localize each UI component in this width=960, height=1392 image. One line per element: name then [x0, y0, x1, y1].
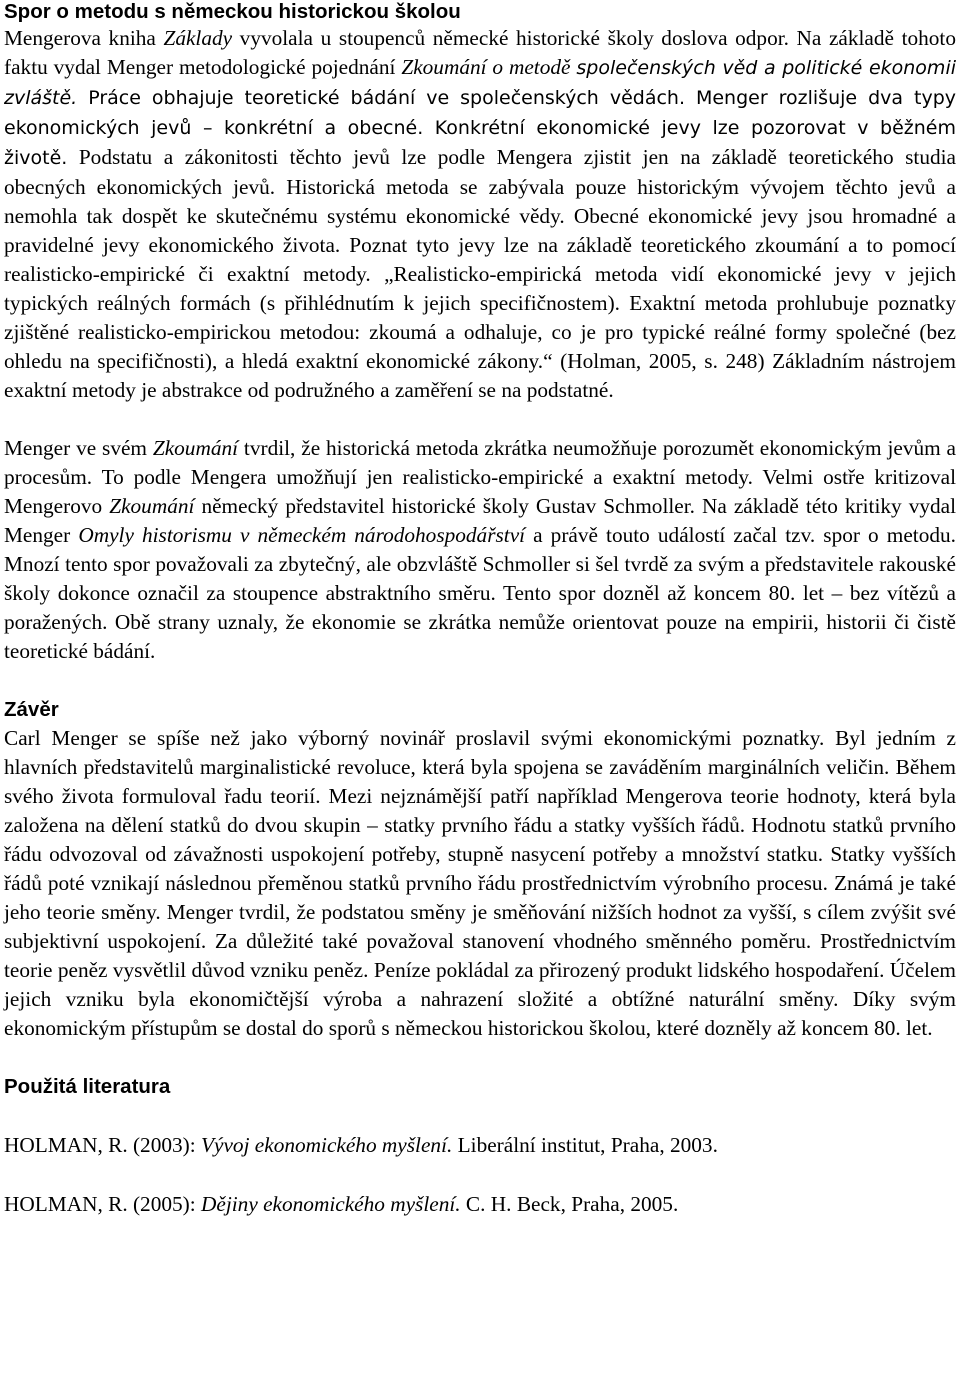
- book-title-zkoumani-cont: společenských věd a politické ekonomii zvláště.: [4, 57, 957, 109]
- reference-publisher: C. H. Beck, Praha, 2005.: [460, 1192, 679, 1216]
- section-heading-conclusion: Závěr: [4, 698, 59, 721]
- text-run: Podstatu a zákonitosti těchto jevů lze podle Mengera zjistit jen na základě teoretického studia obecných ekonomických jevů. Historická metoda se zabývala pouze historickým vývojem těchto jevů a nemohla tak dospět ke skutečnému systému ekonomické vědy. Obecné ekonomické jevy jsou hromadné a pravidelné jevy ekonomického života. Poznat tyto jevy lze na základě teoretického zkoumání a to pomocí realisticko-empirické či exaktní metody. „Realisticko-empirická metoda vidí ekonomické jevy v jejich typických reálných formách (s přihlédnutím k jejich specifičnostem). Exaktní metoda prohlubuje poznatky zjištěné realisticko-empirickou metodou: zkoumá a odhaluje, co je pro typické reálné formy společné (bez ohledu na specifičnosti), a hledá exaktní ekonomické zákony.“ (Holman, 2005, s. 248) Základním nástrojem exaktní metody je abstrakce od podružného a zaměření se na podstatné.: [4, 145, 956, 402]
- paragraph-conclusion: Carl Menger se spíše než jako výborný novinář proslavil svými ekonomickými poznatky. Byl jedním z hlavních představitelů marginalistické revoluce, která byla spojena se zaváděním marginálních veličin. Během svého života formuloval řadu teorií. Mezi nejznámější patří například Mengerova teorie hodnoty, která byla založena na dělení statků do dvou skupin – statky prvního řádu a statky vyšších řádů. Hodnotu statků prvního řádu odvozoval od závažnosti uspokojení potřeby, stupně nasycení potřeby a množství statku. Statky vyšších řádů poté vznikají následnou přeměnou statků prvního řádu prostřednictvím výrobního procesu. Známá je také jeho teorie směny. Menger tvrdil, že podstatou směny je směňování nižších hodnot za vyšší, s cílem zvýšit své subjektivní uspokojení. Za důležité také považoval stanovení vhodného směnného poměru. Prostřednictvím teorie peněz vysvětlil důvod vzniku peněz. Peníze pokládal za přirozený produkt lidského hospodaření. Účelem jejich vzniku byla ekonomičtější výroba a nahrazení složité a obtížné naturální směny. Díky svým ekonomickým přístupům se dostal do sporů s německou historickou školou, které dozněly až koncem 80. let.: [4, 726, 956, 1040]
- text-run: vyvolala u stoupenců německé historické školy doslova odpor. Na základě tohoto faktu vydal Menger metodologické pojednání: [4, 26, 956, 79]
- book-title-omyly: Omyly historismu v německém národohospodářství: [78, 523, 526, 547]
- section-heading-method-dispute: Spor o metodu s německou historickou školou: [4, 0, 461, 23]
- book-title-zkoumani: Zkoumání: [109, 494, 195, 518]
- paragraph-method-dispute-1: [4, 24, 956, 405]
- book-title-zaklady: Základy: [163, 26, 233, 50]
- reference-author: HOLMAN, R. (2003):: [4, 1133, 201, 1157]
- reference-title: Dějiny ekonomického myšlení.: [201, 1192, 461, 1216]
- text-run: Mengerova kniha: [4, 26, 164, 50]
- text-run: tvrdil, že historická metoda zkrátka neumožňuje porozumět ekonomickým jevům a procesům. To podle Mengera umožňují jen realisticko-empirické a exaktní metody. Velmi ostře kritizoval Mengerovo: [4, 436, 956, 518]
- reference-item: [4, 1190, 956, 1219]
- text-run-sans: Práce obhajuje teoretické bádání ve společenských vědách. Menger rozlišuje dva typy ekonomických jevů – konkrétní a obecné. Konkrétní ekonomické jevy lze pozorovat v běžném životě.: [4, 87, 956, 169]
- text-run: německý představitel historické školy Gustav Schmoller. Na základě této kritiky vydal Menger: [4, 494, 957, 547]
- paragraph-method-dispute-2: [4, 434, 956, 666]
- text-run: Menger ve svém: [4, 436, 153, 460]
- text-run: a právě touto událostí začal tzv. spor o metodu. Mnozí tento spor považovali za zbytečný, ale obzvláště Schmoller si šel tvrdě za svým a představitele rakouské školy dokonce označil za stoupence abstraktního směru. Tento spor dozněl až koncem 80. let – bez vítězů a poražených. Obě strany uznaly, že ekonomie se zkrátka nemůže orientovat pouze na empirii, historii či čistě teoretické bádání.: [4, 523, 956, 663]
- reference-publisher: Liberální institut, Praha, 2003.: [452, 1133, 718, 1157]
- reference-author: HOLMAN, R. (2005):: [4, 1192, 201, 1216]
- book-title-zkoumani: Zkoumání: [152, 436, 239, 460]
- reference-title: Vývoj ekonomického myšlení.: [201, 1133, 453, 1157]
- document-page: [4, 0, 956, 1219]
- reference-item: [4, 1131, 956, 1160]
- section-heading-literature: Použitá literatura: [4, 1075, 171, 1098]
- book-title-zkoumani: Zkoumání o metodě: [401, 55, 571, 79]
